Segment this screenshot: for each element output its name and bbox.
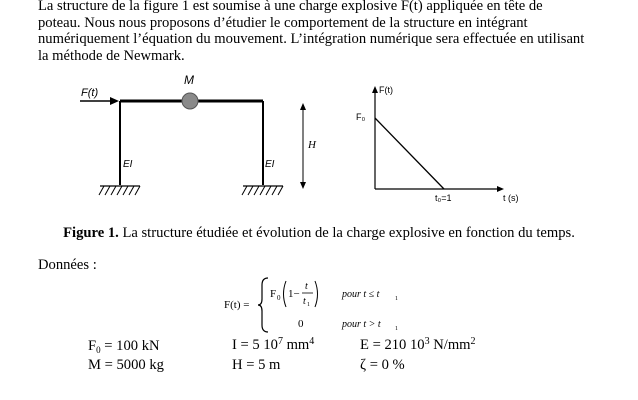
force-arrowhead-icon [110, 97, 119, 105]
value-I-exp: 7 [277, 336, 283, 347]
formula-paren-left-icon [284, 281, 287, 307]
figure-1 [0, 70, 638, 220]
mass-label: M [184, 73, 194, 87]
formula-brace-icon [258, 278, 268, 332]
load-graph-y-label: F(t) [379, 85, 393, 95]
formula-case2-cond: pour t > t [342, 319, 381, 330]
value-F0-label: F [88, 338, 97, 354]
figure-caption [0, 225, 638, 242]
paragraph-line: poteau. Nous nous proposons d’étudier le comportement de la structure en intégrant [38, 14, 528, 31]
formula-t-num: t [305, 281, 308, 292]
height-arrow-bottom-icon [300, 182, 306, 189]
load-graph-x-label: t (s) [503, 193, 519, 203]
y-axis-arrow-icon [372, 86, 378, 93]
donnees-heading: Données : [38, 257, 97, 273]
value-E-prefix: E = 210 10 [360, 337, 425, 353]
value-F0 [88, 338, 160, 355]
formula-one-minus: 1− [288, 288, 300, 300]
value-M: M = 5000 kg [88, 357, 164, 373]
caption-prefix: Figure 1. [63, 225, 119, 241]
formula-t-den-sub: 1 [307, 302, 310, 308]
formula-t-den: t [303, 296, 306, 307]
value-E [360, 336, 476, 354]
load-graph-end-label: t₀=1 [435, 193, 452, 203]
formula-lhs: F(t) = [224, 299, 250, 311]
load-graph-peak-label: F₀ [356, 112, 366, 122]
value-E-unit: N/mm [429, 337, 471, 353]
column-left-label: EI [123, 159, 133, 170]
x-axis-arrow-icon [497, 186, 504, 192]
value-zeta: ζ = 0 % [360, 357, 405, 373]
value-I [232, 336, 314, 354]
formula-case1-cond: pour t ≤ t [342, 289, 380, 300]
load-graph [356, 85, 519, 203]
formula-paren-right-icon [315, 281, 318, 307]
height-arrow-top-icon [300, 103, 306, 110]
force-label: F(t) [81, 87, 99, 99]
formula-case2-value: 0 [298, 318, 304, 330]
value-I-prefix: I = 5 10 [232, 337, 278, 353]
right-fixed-support-icon [242, 186, 283, 195]
load-curve [375, 118, 444, 189]
mass-icon [182, 93, 198, 109]
value-F0-sub: 0 [96, 345, 101, 355]
paragraph-line: numériquement l’équation du mouvement. L’intégration numérique sera effectuée en utilisant [38, 31, 585, 48]
formula-case1-sub: 1 [395, 296, 398, 302]
height-label: H [308, 139, 316, 151]
left-fixed-support-icon [99, 186, 140, 195]
value-E-exp: 3 [424, 336, 430, 347]
portal-frame [80, 73, 317, 195]
paragraph-line: La structure de la figure 1 est soumise à une charge explosive F(t) appliquée en tête de [38, 0, 543, 14]
formula-F: F [270, 288, 277, 300]
intro-paragraph [38, 0, 594, 64]
value-E-unit-exp: 2 [470, 336, 476, 347]
formula-case2-sub: 1 [395, 326, 398, 332]
value-H: H = 5 m [232, 357, 281, 373]
column-right-label: EI [265, 159, 275, 170]
formula-F-sub: 0 [277, 294, 281, 302]
value-I-unit-exp: 4 [309, 336, 315, 347]
value-F0-value: = 100 kN [100, 338, 160, 354]
paragraph-line: la méthode de Newmark. [38, 47, 185, 64]
value-I-unit: mm [282, 337, 310, 353]
load-formula [220, 275, 420, 335]
caption-text: La structure étudiée et évolution de la charge explosive en fonction du temps. [118, 225, 575, 241]
